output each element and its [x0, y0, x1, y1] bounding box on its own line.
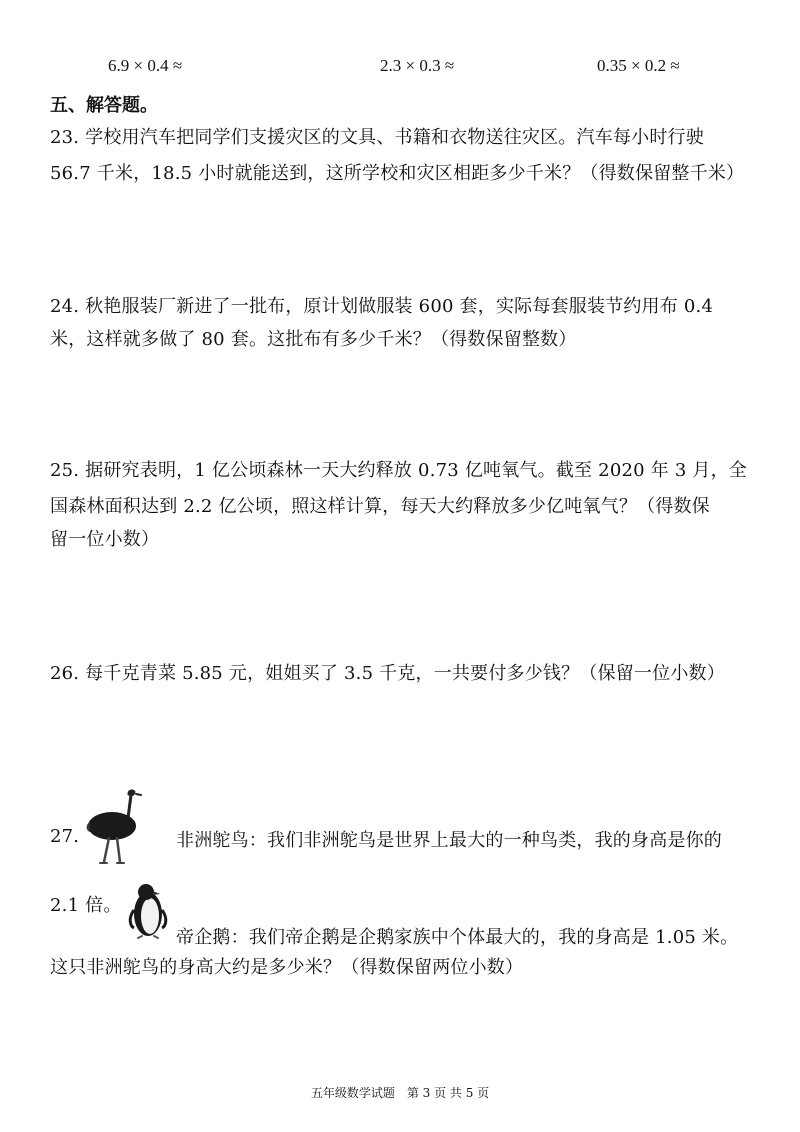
q23-line-2: 56.7 千米，18.5 小时就能送到，这所学校和灾区相距多少千米？（得数保留整千米）: [50, 163, 745, 184]
q26-line-1: 26. 每千克青菜 5.85 元，姐姐买了 3.5 千克，一共要付多少钱？（保留一位小数）: [50, 663, 725, 684]
q25-line-3: 留一位小数）: [50, 529, 160, 550]
q27-question: 这只非洲鸵鸟的身高大约是多少米？（得数保留两位小数）: [50, 957, 524, 978]
q25-line-1: 25. 据研究表明，1 亿公顷森林一天大约释放 0.73 亿吨氧气。截至 2020 年 3 月，全: [50, 460, 747, 481]
q27-number: 27.: [50, 826, 80, 847]
estimate-item-3: 0.35 × 0.2 ≈: [597, 56, 680, 75]
estimate-item-1: 6.9 × 0.4 ≈: [108, 56, 183, 75]
q27-ostrich-text: 非洲鸵鸟：我们非洲鸵鸟是世界上最大的一种鸟类，我的身高是你的: [176, 830, 722, 851]
q25-line-2: 国森林面积达到 2.2 亿公顷，照这样计算，每天大约释放多少亿吨氧气？（得数保: [50, 496, 710, 517]
q23-line-1: 23. 学校用汽车把同学们支援灾区的文具、书籍和衣物送往灾区。汽车每小时行驶: [50, 127, 704, 148]
estimate-item-2: 2.3 × 0.3 ≈: [380, 56, 455, 75]
q27-ostrich-cont: 2.1 倍。: [50, 895, 122, 916]
q24-line-2: 米，这样就多做了 80 套。这批布有多少千米？（得数保留整数）: [50, 329, 577, 350]
penguin-icon: [122, 880, 174, 940]
q24-line-1: 24. 秋艳服装厂新进了一批布，原计划做服装 600 套，实际每套服装节约用布 0.4: [50, 296, 714, 317]
page-footer: 五年级数学试题 第 3 页 共 5 页: [310, 1086, 490, 1100]
ostrich-icon: [82, 788, 152, 866]
section-title: 五、解答题。: [50, 95, 158, 116]
q27-penguin-text: 帝企鹅：我们帝企鹅是企鹅家族中个体最大的，我的身高是 1.05 米。: [176, 927, 739, 948]
